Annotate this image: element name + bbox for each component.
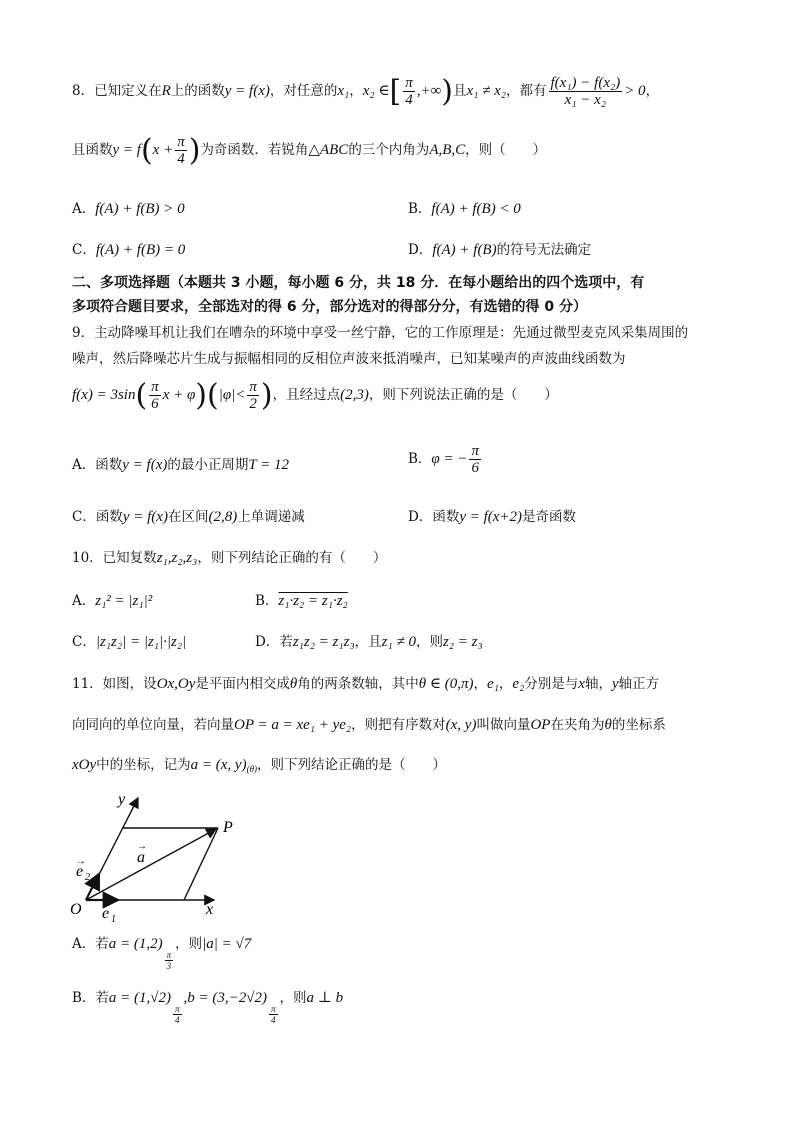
text: 角的两条数轴，其中 xyxy=(297,676,419,692)
paren: ( xyxy=(140,133,153,168)
math: xOy xyxy=(72,757,97,773)
paren: ) xyxy=(195,378,207,413)
fraction xyxy=(549,75,623,108)
bracket: [ xyxy=(389,74,402,109)
fraction xyxy=(247,379,259,412)
math: a ⊥ b xyxy=(306,990,344,1006)
text: 的最小正周期 xyxy=(167,457,249,473)
math: b = (3,−2√2) xyxy=(187,990,268,1006)
denominator: 4 xyxy=(175,1015,180,1025)
q10-line-1 xyxy=(72,546,734,567)
option-label: B． xyxy=(408,201,432,217)
text: 在区间 xyxy=(167,509,209,525)
text: 且函数 xyxy=(72,142,113,158)
q11-option-a xyxy=(72,932,251,971)
text: 8．已知定义在 xyxy=(72,83,162,99)
option-label: B． xyxy=(408,451,432,467)
numerator: π xyxy=(166,950,172,960)
math: R xyxy=(161,83,171,99)
math: e₁ xyxy=(487,676,499,692)
denominator: 6 xyxy=(471,460,479,476)
text: 为奇函数．若锐角 xyxy=(200,142,309,158)
text: 分别是与 xyxy=(524,676,579,692)
fraction xyxy=(469,443,481,476)
math: |φ|< xyxy=(218,387,246,403)
math: e₂ xyxy=(512,676,525,692)
text: 向同向的单位向量，若向量 xyxy=(72,717,234,733)
text: 是平面内相交成 xyxy=(195,676,290,692)
option-label: A． xyxy=(72,593,96,609)
option-label: D． xyxy=(408,242,433,258)
arrow-e2: → xyxy=(76,856,86,867)
q9-formula-line xyxy=(72,378,734,413)
numerator: π xyxy=(405,75,413,91)
q9-option-c xyxy=(72,505,305,526)
text: ，且经过点 xyxy=(272,387,341,403)
math: x₁ ≠ x₂ xyxy=(466,83,506,99)
text: ，则下列结论正确的是（ ） xyxy=(257,757,447,773)
text: ，对任意的 xyxy=(269,83,338,99)
math: y = f(x) xyxy=(122,457,168,473)
numerator: π xyxy=(177,134,185,150)
q10-option-b xyxy=(255,589,348,610)
section-heading-line-2: 多项符合题目要求，全部选对的得 6 分，部分选对的得部分分，有选错的得 0 分） xyxy=(72,299,587,315)
text: ，则（ ） xyxy=(465,142,547,158)
text: 叫做向量 xyxy=(476,717,531,733)
math-subscript: (θ) xyxy=(246,764,258,774)
numerator: π xyxy=(471,443,479,459)
option-label: D．函数 xyxy=(408,509,460,525)
text: 在夹角为 xyxy=(550,717,605,733)
math: y = f xyxy=(112,142,141,158)
text: 上的函数 xyxy=(170,83,225,99)
numerator: π xyxy=(249,379,257,395)
option-label: A． xyxy=(72,201,96,217)
q10-option-c xyxy=(72,630,186,651)
text: ，则 xyxy=(415,634,443,650)
paren: ( xyxy=(135,378,148,413)
denominator: 2 xyxy=(249,396,257,412)
math: θ xyxy=(604,717,612,733)
q11-line-1 xyxy=(72,672,734,693)
text: ，则把有序数对 xyxy=(351,717,446,733)
math: z₁z₂ = z₁z₃ xyxy=(292,634,355,650)
math: x xyxy=(578,676,585,692)
q9-line-2: 噪声，然后降噪芯片生成与振幅相同的反相位声波来抵消噪声，已知某噪声的声波曲线函数为 xyxy=(72,351,626,367)
math: |z₁z₂| = |z₁|·|z₂| xyxy=(95,634,187,650)
bracket: ) xyxy=(441,74,454,109)
q8-line-2 xyxy=(72,133,734,168)
arrow-a: → xyxy=(137,841,147,852)
q8-line-1 xyxy=(72,74,734,109)
math: (2,8) xyxy=(208,509,238,525)
math: a = (x, y) xyxy=(190,757,247,773)
section-heading-line-1: 二、多项选择题（本题共 3 小题，每小题 6 分，共 18 分．在每小题给出的四个选项中，有 xyxy=(72,275,645,291)
math: z₁,z₂,z₃ xyxy=(156,550,198,566)
option-label: B． xyxy=(255,593,279,609)
paren: ) xyxy=(188,133,201,168)
option-label: C． xyxy=(72,634,96,650)
text: 11．如图，设 xyxy=(72,676,157,692)
math: (x, y) xyxy=(445,717,477,733)
subscript-fraction xyxy=(173,1004,182,1025)
denominator: 4 xyxy=(405,92,413,108)
math: A,B,C xyxy=(429,142,466,158)
math: z₂ = z₃ xyxy=(442,634,483,650)
coordinate-figure xyxy=(66,786,246,926)
math: Ox,Oy xyxy=(156,676,196,692)
math: x + xyxy=(152,142,174,158)
option-label: A．函数 xyxy=(72,457,123,473)
label-x: x xyxy=(206,901,214,918)
text: 的符号无法确定 xyxy=(496,242,592,258)
text: 轴， xyxy=(584,676,612,692)
label-e1: e xyxy=(102,905,110,922)
option-label: D．若 xyxy=(255,634,293,650)
math: θ xyxy=(289,676,298,692)
label-P: P xyxy=(223,819,233,836)
text: ，且 xyxy=(354,634,382,650)
arrow-e1: → xyxy=(102,898,112,909)
math: z₁² = |z₁|² xyxy=(95,593,153,609)
math: T = 12 xyxy=(248,457,290,473)
label-a: a xyxy=(137,849,145,866)
text: 轴正方 xyxy=(618,676,660,692)
text: ，则 xyxy=(175,936,203,952)
numerator: π xyxy=(151,379,159,395)
label-e1-sub: 1 xyxy=(111,914,116,925)
paren: ( xyxy=(206,378,219,413)
text: 且 xyxy=(453,83,467,99)
math: x₂ ∈ xyxy=(362,83,390,99)
numerator: π xyxy=(271,1004,276,1014)
math: y = f(x+2) xyxy=(459,509,523,525)
subscript-fraction xyxy=(269,1004,278,1025)
math: f(A) + f(B) < 0 xyxy=(431,201,521,217)
math: φ = − xyxy=(431,451,468,467)
fraction xyxy=(175,134,187,167)
q11-option-b xyxy=(72,986,343,1025)
q10-option-d xyxy=(255,630,483,651)
math: a = (1,2) xyxy=(108,936,163,952)
denominator: 3 xyxy=(166,961,172,971)
vector-a xyxy=(86,829,216,900)
paren: ) xyxy=(260,378,273,413)
label-y: y xyxy=(118,791,126,808)
q11-line-3 xyxy=(72,753,734,774)
math: OP xyxy=(530,717,551,733)
option-label: A．若 xyxy=(72,936,109,952)
math: > 0 xyxy=(624,83,646,99)
text: ，则 xyxy=(279,990,307,1006)
text: 的三个内角为 xyxy=(348,142,430,158)
text: ，都有 xyxy=(506,83,547,99)
q8-option-a xyxy=(72,197,185,218)
text: ，则下列结论正确的有（ ） xyxy=(197,550,387,566)
math: |a| = √7 xyxy=(202,936,252,952)
math: x₁ xyxy=(337,83,350,99)
fraction xyxy=(403,75,415,108)
math: x + φ xyxy=(162,387,196,403)
math: , xyxy=(183,990,188,1006)
denominator: 4 xyxy=(177,151,185,167)
math: △ABC xyxy=(308,142,349,158)
option-label: C．函数 xyxy=(72,509,123,525)
denominator: x₁ − x₂ xyxy=(564,92,607,108)
math: ,+∞ xyxy=(416,83,442,99)
text: 的坐标系 xyxy=(611,717,666,733)
math: f(A) + f(B) xyxy=(432,242,497,258)
text: 是奇函数 xyxy=(522,509,577,525)
text: ， xyxy=(498,676,513,692)
q8-option-d xyxy=(408,238,591,259)
math: z₁ ≠ 0 xyxy=(381,634,416,650)
math: θ ∈ (0,π) xyxy=(418,676,474,692)
text: ， xyxy=(349,83,363,99)
text: ， xyxy=(645,83,660,99)
label-e2-sub: 2 xyxy=(85,872,90,883)
q8-option-c xyxy=(72,238,185,259)
parallelogram-right xyxy=(184,828,218,900)
text: ，则下列说法正确的是（ ） xyxy=(368,387,558,403)
option-label: B．若 xyxy=(72,990,109,1006)
subscript-fraction xyxy=(165,950,174,971)
q11-line-2 xyxy=(72,713,734,734)
q8-option-b xyxy=(408,197,521,218)
math: y xyxy=(611,676,619,692)
q9-option-d xyxy=(408,505,576,526)
denominator: 4 xyxy=(271,1015,276,1025)
q9-option-a xyxy=(72,453,289,474)
math: a = (1,√2) xyxy=(108,990,172,1006)
label-e2: e xyxy=(76,863,84,880)
math: f(A) + f(B) = 0 xyxy=(95,242,186,258)
text: ， xyxy=(473,676,488,692)
text: 10．已知复数 xyxy=(72,550,157,566)
fraction xyxy=(149,379,161,412)
denominator: 6 xyxy=(151,396,159,412)
math: y = f(x) xyxy=(224,83,270,99)
numerator: f(x₁) − f(x₂) xyxy=(550,75,621,91)
q9-option-b xyxy=(408,443,483,476)
math: f(x) = 3sin xyxy=(72,387,136,403)
text: 中的坐标，记为 xyxy=(96,757,191,773)
q9-line-1: 9．主动降噪耳机让我们在嘈杂的环境中享受一丝宁静，它的工作原理是：先通过微型麦克风采集周围的 xyxy=(72,325,689,341)
numerator: π xyxy=(175,1004,180,1014)
q10-option-a xyxy=(72,589,152,610)
math: y = f(x) xyxy=(122,509,168,525)
option-label: C． xyxy=(72,242,96,258)
math: z₁·z₂ = z₁·z₂ xyxy=(278,593,348,609)
text: 上单调递减 xyxy=(237,509,305,525)
math: f(A) + f(B) > 0 xyxy=(95,201,185,217)
math: OP = a = xe₁ + ye₂ xyxy=(234,717,352,733)
label-O: O xyxy=(70,901,82,918)
math: (2,3) xyxy=(340,387,369,403)
